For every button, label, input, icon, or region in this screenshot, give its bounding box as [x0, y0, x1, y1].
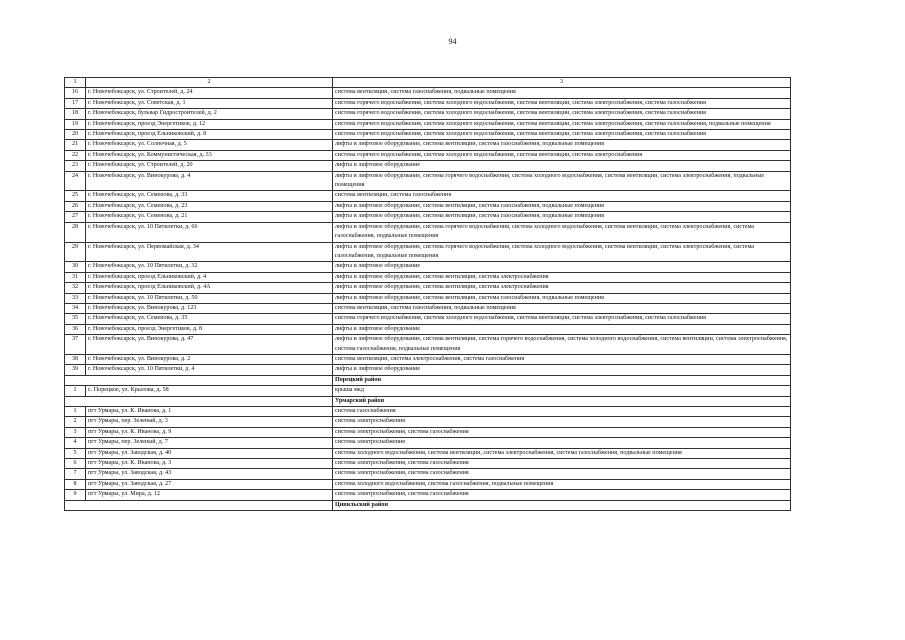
table-row	[65, 242, 791, 262]
row-number: 2	[65, 417, 86, 427]
table-row	[65, 354, 791, 364]
systems-cell: система горячего водоснабжения, система холодного водоснабжения, система вентиляции, система электроснабжения, система газоснабжения	[333, 130, 791, 140]
row-number: 27	[65, 212, 86, 222]
address-cell: пгт Урмары, пер. Зеленый, д. 7	[86, 438, 333, 448]
table-row	[65, 109, 791, 119]
region-title: Урмарский район	[333, 396, 791, 406]
systems-cell: лифты и лифтовое оборудование	[333, 365, 791, 375]
systems-cell: лифты и лифтовое оборудование, система горячего водоснабжения, система холодного водоснабжения, система вентиляции, система электроснабжения, система газоснабжения, подвальные помещения	[333, 222, 791, 242]
table-row	[65, 365, 791, 375]
table-row	[65, 427, 791, 437]
table-row	[65, 201, 791, 211]
table-row	[65, 335, 791, 355]
address-cell: г. Новочебоксарск, проезд Ельниковский, д. 8	[86, 130, 333, 140]
systems-cell: лифты и лифтовое оборудование	[333, 324, 791, 334]
address-cell: г. Новочебоксарск, ул. Семенова, д. 35	[86, 314, 333, 324]
systems-cell: система вентиляции, система газоснабжения, подвальные помещения	[333, 303, 791, 313]
address-cell: г. Новочебоксарск, ул. Советская, д. 1	[86, 98, 333, 108]
address-cell: г. Новочебоксарск, ул. 10 Пятилетки, д. 50	[86, 293, 333, 303]
table-row	[65, 222, 791, 242]
row-number: 28	[65, 222, 86, 242]
systems-cell: система холодного водоснабжения, система вентиляции, система электроснабжения, система газоснабжения, подвальные помещения	[333, 448, 791, 458]
table-row	[65, 88, 791, 98]
row-number: 22	[65, 150, 86, 160]
systems-cell: система вентиляции, система газоснабжения, подвальные помещения	[333, 88, 791, 98]
table-row	[65, 417, 791, 427]
table-row	[65, 150, 791, 160]
row-number: 37	[65, 335, 86, 355]
register-table	[64, 77, 791, 511]
column-number-2: 2	[86, 78, 333, 88]
region-title: Цивильский район	[333, 500, 791, 510]
row-number: 38	[65, 354, 86, 364]
systems-cell: крыша мкд	[333, 386, 791, 396]
systems-cell: лифты и лифтовое оборудование, система вентиляции, система газоснабжения, подвальные помещения	[333, 293, 791, 303]
systems-cell: лифты и лифтовое оборудование, система вентиляции, система газоснабжения, подвальные помещения	[333, 212, 791, 222]
address-cell: г. Новочебоксарск, ул. Коммунистическая, д. 33	[86, 150, 333, 160]
row-number: 29	[65, 242, 86, 262]
address-cell: г. Новочебоксарск, бульвар Гидростроителей, д. 2	[86, 109, 333, 119]
row-number: 19	[65, 119, 86, 129]
address-cell: пгт Урмары, ул. К. Иванова, д. 1	[86, 407, 333, 417]
systems-cell: система электроснабжения, система газоснабжения	[333, 469, 791, 479]
systems-cell: система горячего водоснабжения, система холодного водоснабжения, система вентиляции, система электроснабжения, система газоснабжения	[333, 98, 791, 108]
address-cell: г. Новочебоксарск, ул. Винокурова, д. 123	[86, 303, 333, 313]
table-row	[65, 303, 791, 313]
row-number: 36	[65, 324, 86, 334]
address-cell: пгт Урмары, ул. К. Иванова, д. 3	[86, 459, 333, 469]
table-row	[65, 212, 791, 222]
address-cell: г. Новочебоксарск, ул. Семенова, д. 33	[86, 191, 333, 201]
page-number: 94	[448, 37, 457, 46]
region-header-row	[65, 396, 791, 406]
address-cell: пгт Урмары, ул. К. Иванова, д. 9	[86, 427, 333, 437]
table-row	[65, 324, 791, 334]
address-cell: г. Новочебоксарск, ул. Строителей, д. 24	[86, 88, 333, 98]
table-row	[65, 407, 791, 417]
row-number: 26	[65, 201, 86, 211]
systems-cell: лифты и лифтовое оборудование, система горячего водоснабжения, система холодного водоснабжения, система вентиляции, система электроснабжения, подвальные помещения	[333, 171, 791, 191]
table-row	[65, 448, 791, 458]
address-cell: г. Новочебоксарск, ул. Винокурова, д. 4	[86, 171, 333, 191]
systems-cell: система электроснабжения, система газоснабжения	[333, 490, 791, 500]
address-cell: пгт Урмары, ул. Заводская, д. 43	[86, 469, 333, 479]
address-cell: г. Новочебоксарск, ул. Семенова, д. 23	[86, 201, 333, 211]
table-row	[65, 479, 791, 489]
address-cell: пгт Урмары, ул. Заводская, д. 40	[86, 448, 333, 458]
address-cell: г. Новочебоксарск, проезд Ельниковский, д. 4А	[86, 283, 333, 293]
address-cell: г. Новочебоксарск, ул. Солнечная, д. 5	[86, 140, 333, 150]
systems-cell: система горячего водоснабжения, система холодного водоснабжения, система вентиляции, система электроснабжения, система газоснабжения, подвальные помещения	[333, 119, 791, 129]
row-number: 17	[65, 98, 86, 108]
address-cell: г. Новочебоксарск, ул. 10 Пятилетки, д. 4	[86, 365, 333, 375]
row-number: 3	[65, 427, 86, 437]
table-row	[65, 283, 791, 293]
address-cell: г. Новочебоксарск, ул. Винокурова, д. 47	[86, 335, 333, 355]
row-number: 21	[65, 140, 86, 150]
table-row	[65, 140, 791, 150]
address-cell: пгт Урмары, ул. Мира, д. 12	[86, 490, 333, 500]
row-number: 24	[65, 171, 86, 191]
row-number: 6	[65, 459, 86, 469]
systems-cell: система электроснабжения, система газоснабжения	[333, 459, 791, 469]
systems-cell: система горячего водоснабжения, система холодного водоснабжения, система вентиляции, система электроснабжения, система газоснабжения	[333, 314, 791, 324]
row-number: 1	[65, 386, 86, 396]
row-number: 33	[65, 293, 86, 303]
systems-cell: система вентиляции, система электроснабжения, система газоснабжения	[333, 354, 791, 364]
table-row	[65, 119, 791, 129]
systems-cell: система электроснабжения	[333, 417, 791, 427]
systems-cell: лифты и лифтовое оборудование, система вентиляции, система электроснабжения	[333, 283, 791, 293]
systems-cell: лифты и лифтовое оборудование	[333, 161, 791, 171]
table-row	[65, 314, 791, 324]
table-row	[65, 438, 791, 448]
table-row	[65, 171, 791, 191]
region-title: Порецкий район	[333, 375, 791, 385]
table-row	[65, 272, 791, 282]
systems-cell: лифты и лифтовое оборудование, система вентиляции, система электроснабжения	[333, 272, 791, 282]
column-number-1: 1	[65, 78, 86, 88]
row-number: 1	[65, 407, 86, 417]
table-row	[65, 262, 791, 272]
address-cell: г. Новочебоксарск, ул. 10 Пятилетки, д. 66	[86, 222, 333, 242]
region-spacer-cell	[65, 396, 333, 406]
region-spacer-cell	[65, 500, 333, 510]
region-header-row	[65, 375, 791, 385]
row-number: 35	[65, 314, 86, 324]
systems-cell: система электроснабжения, система газоснабжения	[333, 427, 791, 437]
address-cell: г. Новочебоксарск, ул. 10 Пятилетки, д. 32	[86, 262, 333, 272]
table-row	[65, 161, 791, 171]
row-number: 34	[65, 303, 86, 313]
table-row	[65, 293, 791, 303]
address-cell: пгт Урмары, ул. Заводская, д. 27	[86, 479, 333, 489]
row-number: 30	[65, 262, 86, 272]
row-number: 32	[65, 283, 86, 293]
row-number: 9	[65, 490, 86, 500]
systems-cell: система вентиляции, система газоснабжения	[333, 191, 791, 201]
systems-cell: система горячего водоснабжения, система холодного водоснабжения, система вентиляции, система электроснабжения, система газоснабжения	[333, 109, 791, 119]
systems-cell: лифты и лифтовое оборудование	[333, 262, 791, 272]
row-number: 5	[65, 448, 86, 458]
table-row	[65, 130, 791, 140]
address-cell: г. Новочебоксарск, ул. Винокурова, д. 2	[86, 354, 333, 364]
systems-cell: система горячего водоснабжения, система холодного водоснабжения, система вентиляции, система электроснабжения	[333, 150, 791, 160]
systems-cell: система холодного водоснабжения, система газоснабжения, подвальные помещения	[333, 479, 791, 489]
address-cell: пгт Урмары, пер. Зеленый, д. 3	[86, 417, 333, 427]
table-row	[65, 459, 791, 469]
table-row	[65, 490, 791, 500]
table-row	[65, 386, 791, 396]
address-cell: с. Порецкое, ул. Крылова, д. 58	[86, 386, 333, 396]
row-number: 4	[65, 438, 86, 448]
systems-cell: лифты и лифтовое оборудование, система вентиляции, система газоснабжения, подвальные помещения	[333, 201, 791, 211]
address-cell: г. Новочебоксарск, ул. Семенова, д. 21	[86, 212, 333, 222]
address-cell: г. Новочебоксарск, проезд Ельниковский, д. 4	[86, 272, 333, 282]
row-number: 20	[65, 130, 86, 140]
address-cell: г. Новочебоксарск, проезд Энергетиков, д. 8	[86, 324, 333, 334]
address-cell: г. Новочебоксарск, ул. Первомайская, д. 34	[86, 242, 333, 262]
row-number: 8	[65, 479, 86, 489]
row-number: 31	[65, 272, 86, 282]
row-number: 23	[65, 161, 86, 171]
systems-cell: лифты и лифтовое оборудование, система горячего водоснабжения, система холодного водоснабжения, система вентиляции, система электроснабжения, система газоснабжения, подвальные помещения	[333, 242, 791, 262]
systems-cell: система газоснабжения	[333, 407, 791, 417]
register-table-body	[65, 78, 791, 511]
region-spacer-cell	[65, 375, 333, 385]
region-header-row	[65, 500, 791, 510]
address-cell: г. Новочебоксарск, ул. Строителей, д. 20	[86, 161, 333, 171]
row-number: 16	[65, 88, 86, 98]
systems-cell: система электроснабжения	[333, 438, 791, 448]
column-number-header-row	[65, 78, 791, 88]
systems-cell: лифты и лифтовое оборудование, система вентиляции, система горячего водоснабжения, система холодного водоснабжения, система вентиляции, система электроснабжения, система газоснабжения, подвальные помещения	[333, 335, 791, 355]
systems-cell: лифты и лифтовое оборудование, система вентиляции, система газоснабжения, подвальные помещения	[333, 140, 791, 150]
row-number: 39	[65, 365, 86, 375]
column-number-3: 3	[333, 78, 791, 88]
table-row	[65, 469, 791, 479]
address-cell: г. Новочебоксарск, проезд Энергетиков, д. 12	[86, 119, 333, 129]
row-number: 25	[65, 191, 86, 201]
row-number: 7	[65, 469, 86, 479]
table-row	[65, 191, 791, 201]
table-row	[65, 98, 791, 108]
row-number: 18	[65, 109, 86, 119]
